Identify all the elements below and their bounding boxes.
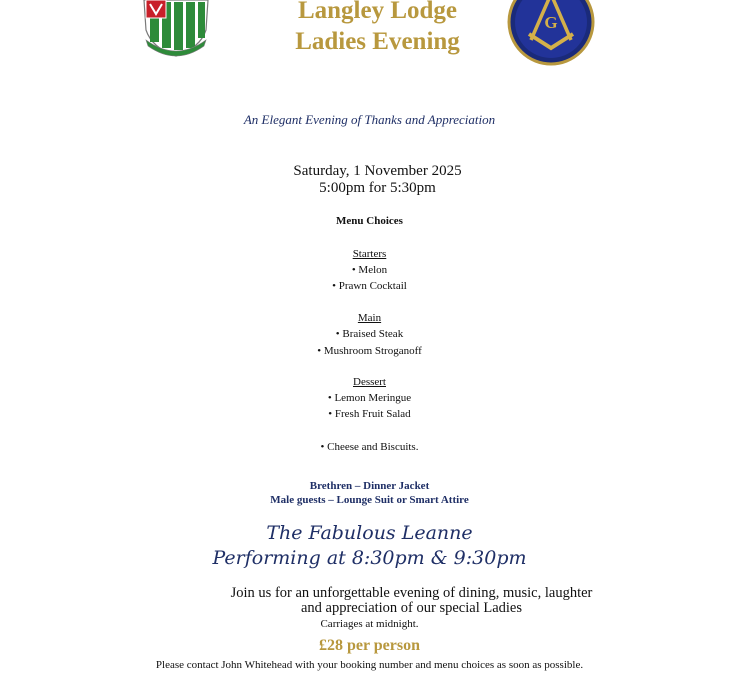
menu-heading: Menu Choices [336, 215, 403, 227]
tagline: An Elegant Evening of Thanks and Appreciation [243, 112, 496, 127]
event-time: 5:00pm for 5:30pm [319, 180, 436, 196]
lodge-shield-crest-icon [140, 0, 212, 60]
menu-item: • Melon [351, 264, 388, 276]
menu-item: • Braised Steak [335, 328, 404, 340]
menu-item-cheese: • Cheese and Biscuits. [320, 441, 419, 453]
event-date: Saturday, 1 November 2025 [293, 163, 462, 179]
menu-item: • Mushroom Stroganoff [317, 345, 422, 357]
dessert-heading: Dessert [353, 376, 386, 388]
menu-item: • Lemon Meringue [327, 392, 412, 404]
menu-item: • Fresh Fruit Salad [328, 408, 411, 420]
carriages-note: Carriages at midnight. [320, 618, 419, 630]
event-title: Ladies Evening [295, 28, 460, 55]
entertainment-performer: The Fabulous Leanne [266, 522, 473, 544]
svg-text:G: G [544, 13, 558, 32]
dress-code-guests: Male guests – Lounge Suit or Smart Attire [270, 494, 469, 506]
main-heading: Main [357, 312, 382, 324]
invitation-line-1: Join us for an unforgettable evening of dining, music, laughter [230, 585, 593, 601]
entertainment-times: Performing at 8:30pm & 9:30pm [212, 547, 527, 569]
contact-note: Please contact John Whitehead with your booking number and menu choices as soon as possible. [155, 659, 584, 671]
dress-code-brethren: Brethren – Dinner Jacket [309, 480, 430, 492]
starters-heading: Starters [352, 248, 387, 260]
menu-item: • Prawn Cocktail [332, 280, 407, 292]
invitation-line-2: and appreciation of our special Ladies [300, 600, 523, 616]
price: £28 per person [318, 637, 421, 654]
lodge-title: Langley Lodge [297, 0, 458, 24]
masonic-square-compass-icon [507, 0, 595, 66]
